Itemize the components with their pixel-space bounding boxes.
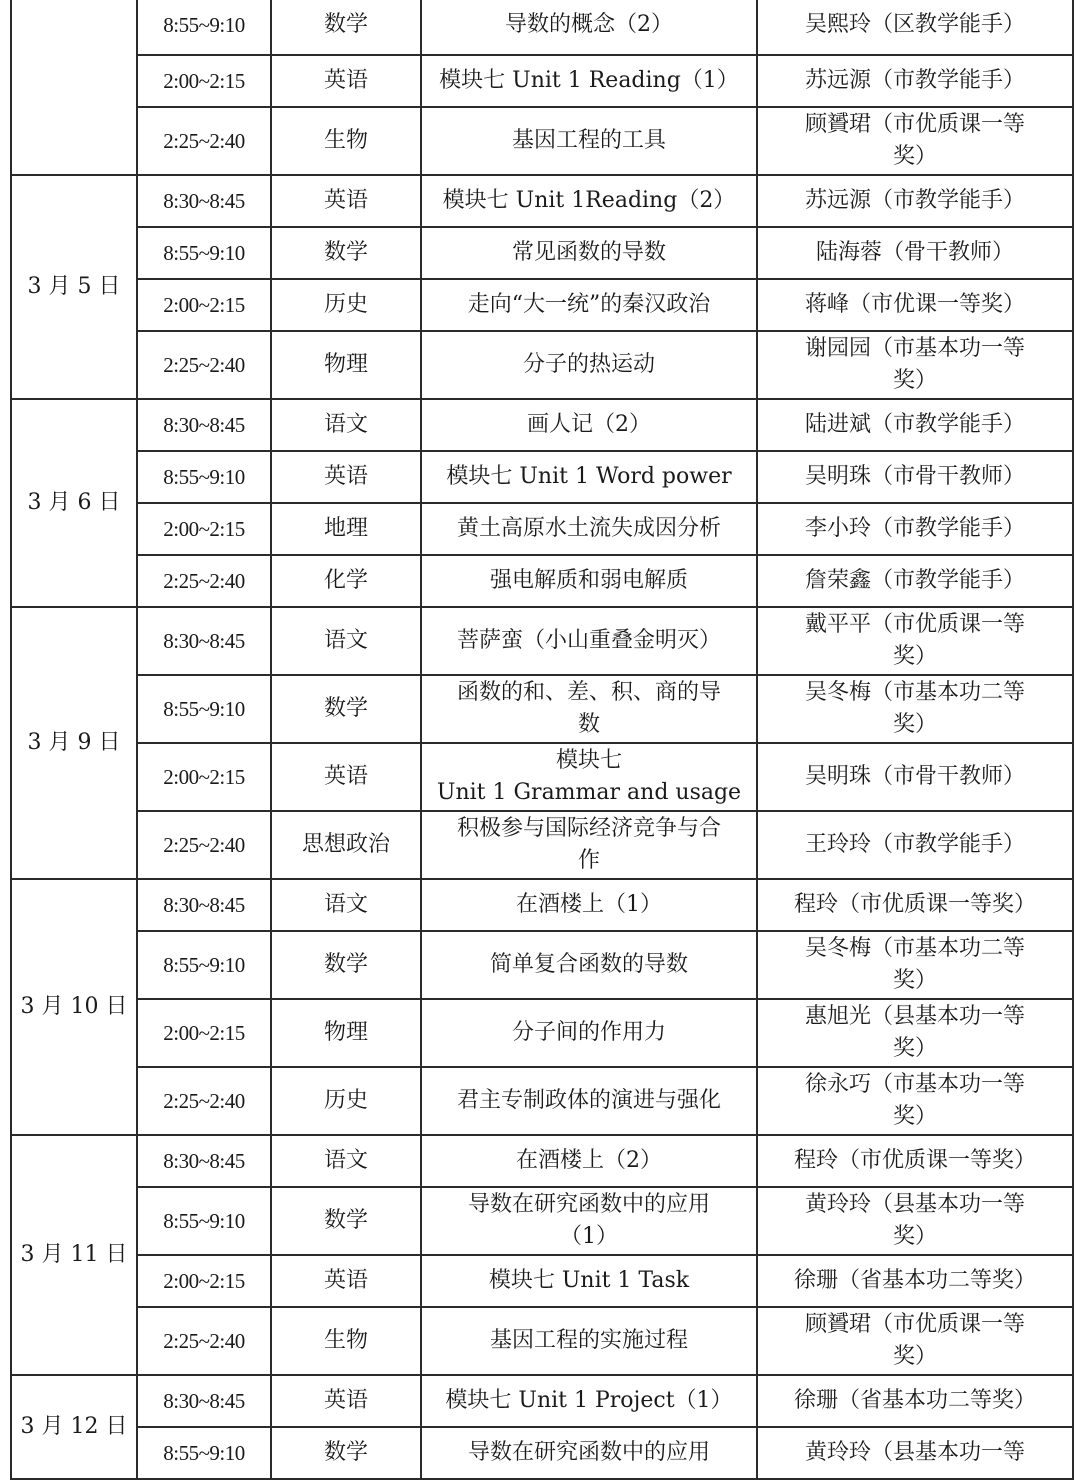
teacher-line: 奖）	[892, 1224, 937, 1249]
teacher-line: 顾贇珺（市优质课一等	[804, 1312, 1025, 1337]
teacher-line: 奖）	[892, 712, 937, 737]
topic-cell	[421, 175, 757, 227]
teacher-cell	[757, 0, 1073, 55]
topic-cell	[421, 607, 757, 675]
schedule-body	[11, 0, 1073, 1479]
topic-line: 常见函数的导数	[511, 240, 666, 265]
subject-cell: 英语	[271, 1375, 421, 1427]
teacher-cell	[757, 1187, 1073, 1255]
topic-line: 在酒楼上（2）	[516, 1148, 662, 1173]
teacher-line: 苏远源（市教学能手）	[804, 68, 1025, 93]
time-cell: 8:30~8:45	[137, 1135, 271, 1187]
time-cell: 8:30~8:45	[137, 399, 271, 451]
teacher-cell	[757, 1067, 1073, 1135]
teacher-line: 程玲（市优质课一等奖）	[793, 892, 1036, 917]
time-cell: 2:25~2:40	[137, 107, 271, 175]
topic-line: 在酒楼上（1）	[516, 892, 662, 917]
schedule-row	[11, 931, 1073, 999]
schedule-row	[11, 279, 1073, 331]
time-cell: 2:25~2:40	[137, 1307, 271, 1375]
teacher-cell	[757, 399, 1073, 451]
topic-line: 基因工程的实施过程	[489, 1328, 688, 1353]
teacher-cell	[757, 1375, 1073, 1427]
schedule-row	[11, 879, 1073, 931]
schedule-table	[10, 0, 1074, 1480]
teacher-line: 蒋峰（市优课一等奖）	[804, 292, 1025, 317]
topic-cell	[421, 999, 757, 1067]
subject-cell: 数学	[271, 227, 421, 279]
topic-line: 数	[577, 712, 600, 737]
teacher-cell	[757, 451, 1073, 503]
teacher-line: 戴平平（市优质课一等	[804, 612, 1025, 637]
topic-line: 导数在研究函数中的应用	[467, 1440, 710, 1465]
teacher-line: 徐珊（省基本功二等奖）	[793, 1388, 1036, 1413]
subject-cell: 思想政治	[271, 811, 421, 879]
teacher-line: 惠旭光（县基本功一等	[804, 1004, 1025, 1029]
topic-line: 黄土高原水土流失成因分析	[456, 516, 721, 541]
schedule-row	[11, 0, 1073, 55]
teacher-cell	[757, 1255, 1073, 1307]
topic-line: 分子的热运动	[522, 352, 655, 377]
topic-cell	[421, 1067, 757, 1135]
time-cell: 2:25~2:40	[137, 555, 271, 607]
subject-cell: 数学	[271, 931, 421, 999]
time-cell: 8:55~9:10	[137, 227, 271, 279]
time-cell: 2:00~2:15	[137, 279, 271, 331]
teacher-cell	[757, 1307, 1073, 1375]
subject-cell: 生物	[271, 107, 421, 175]
time-cell: 2:25~2:40	[137, 1067, 271, 1135]
topic-line: 菩萨蛮（小山重叠金明灭）	[456, 628, 721, 653]
schedule-row	[11, 1427, 1073, 1479]
time-cell: 8:30~8:45	[137, 879, 271, 931]
date-cell: 3 月 6 日	[11, 399, 137, 607]
time-cell: 2:25~2:40	[137, 811, 271, 879]
schedule-row	[11, 451, 1073, 503]
topic-line: 画人记（2）	[527, 412, 651, 437]
schedule-row	[11, 999, 1073, 1067]
teacher-cell	[757, 279, 1073, 331]
topic-line: 走向“大一统”的秦汉政治	[467, 292, 711, 317]
topic-cell	[421, 55, 757, 107]
teacher-line: 奖）	[892, 144, 937, 169]
topic-cell	[421, 227, 757, 279]
teacher-cell	[757, 331, 1073, 399]
topic-cell	[421, 451, 757, 503]
topic-line: 导数的概念（2）	[505, 12, 673, 37]
topic-cell	[421, 331, 757, 399]
date-cell: 3 月 10 日	[11, 879, 137, 1135]
topic-cell	[421, 503, 757, 555]
subject-cell: 语文	[271, 1135, 421, 1187]
topic-cell	[421, 107, 757, 175]
teacher-line: 陆海蓉（骨干教师）	[815, 240, 1014, 265]
teacher-line: 奖）	[892, 968, 937, 993]
schedule-row	[11, 743, 1073, 811]
topic-line: 强电解质和弱电解质	[489, 568, 688, 593]
teacher-line: 奖）	[892, 1104, 937, 1129]
topic-cell	[421, 1375, 757, 1427]
teacher-line: 顾贇珺（市优质课一等	[804, 112, 1025, 137]
topic-line: 模块七 Unit 1Reading（2）	[442, 188, 736, 213]
topic-line: 函数的和、差、积、商的导	[456, 680, 721, 705]
teacher-cell	[757, 811, 1073, 879]
topic-line: 模块七 Unit 1 Project（1）	[445, 1388, 733, 1413]
subject-cell: 历史	[271, 1067, 421, 1135]
subject-cell: 英语	[271, 175, 421, 227]
subject-cell: 物理	[271, 331, 421, 399]
teacher-cell	[757, 227, 1073, 279]
topic-line: （1）	[560, 1224, 618, 1249]
teacher-cell	[757, 107, 1073, 175]
topic-line: 模块七 Unit 1 Task	[488, 1268, 690, 1293]
schedule-row	[11, 1255, 1073, 1307]
subject-cell: 数学	[271, 1187, 421, 1255]
topic-line: 模块七 Unit 1 Word power	[446, 464, 732, 489]
topic-line: 模块七 Unit 1 Reading（1）	[439, 68, 739, 93]
topic-cell	[421, 0, 757, 55]
teacher-cell	[757, 555, 1073, 607]
teacher-line: 詹荣鑫（市教学能手）	[804, 568, 1025, 593]
teacher-line: 奖）	[892, 1344, 937, 1369]
subject-cell: 历史	[271, 279, 421, 331]
subject-cell: 英语	[271, 55, 421, 107]
date-cell: 3 月 9 日	[11, 607, 137, 879]
time-cell: 2:00~2:15	[137, 503, 271, 555]
teacher-line: 黄玲玲（县基本功一等	[804, 1192, 1025, 1217]
subject-cell: 生物	[271, 1307, 421, 1375]
topic-cell	[421, 399, 757, 451]
topic-cell	[421, 555, 757, 607]
subject-cell: 英语	[271, 451, 421, 503]
teacher-line: 王玲玲（市教学能手）	[804, 832, 1025, 857]
teacher-cell	[757, 743, 1073, 811]
teacher-cell	[757, 1135, 1073, 1187]
subject-cell: 物理	[271, 999, 421, 1067]
time-cell: 2:25~2:40	[137, 331, 271, 399]
schedule-row	[11, 811, 1073, 879]
topic-line: Unit 1 Grammar and usage	[436, 780, 742, 805]
subject-cell: 数学	[271, 675, 421, 743]
schedule-row	[11, 227, 1073, 279]
schedule-row	[11, 107, 1073, 175]
topic-cell	[421, 811, 757, 879]
time-cell: 2:00~2:15	[137, 1255, 271, 1307]
subject-cell: 语文	[271, 607, 421, 675]
time-cell: 8:55~9:10	[137, 0, 271, 55]
teacher-cell	[757, 503, 1073, 555]
subject-cell: 英语	[271, 1255, 421, 1307]
teacher-line: 陆进斌（市教学能手）	[804, 412, 1025, 437]
schedule-row	[11, 1375, 1073, 1427]
schedule-row	[11, 331, 1073, 399]
topic-line: 积极参与国际经济竞争与合	[456, 816, 721, 841]
topic-cell	[421, 1307, 757, 1375]
topic-line: 作	[577, 848, 600, 873]
schedule-row	[11, 399, 1073, 451]
topic-cell	[421, 931, 757, 999]
subject-cell: 英语	[271, 743, 421, 811]
subject-cell: 数学	[271, 0, 421, 55]
schedule-row	[11, 1067, 1073, 1135]
schedule-row	[11, 1187, 1073, 1255]
topic-cell	[421, 1255, 757, 1307]
schedule-row	[11, 555, 1073, 607]
teacher-line: 苏远源（市教学能手）	[804, 188, 1025, 213]
teacher-cell	[757, 1427, 1073, 1479]
time-cell: 8:55~9:10	[137, 1427, 271, 1479]
topic-line: 基因工程的工具	[511, 128, 666, 153]
schedule-row	[11, 55, 1073, 107]
schedule-row	[11, 607, 1073, 675]
schedule-row	[11, 503, 1073, 555]
date-cell: 3 月 5 日	[11, 175, 137, 399]
teacher-line: 奖）	[892, 1036, 937, 1061]
teacher-cell	[757, 607, 1073, 675]
teacher-line: 徐珊（省基本功二等奖）	[793, 1268, 1036, 1293]
teacher-line: 李小玲（市教学能手）	[804, 516, 1025, 541]
schedule-row	[11, 675, 1073, 743]
topic-line: 导数在研究函数中的应用	[467, 1192, 710, 1217]
topic-line: 简单复合函数的导数	[489, 952, 688, 977]
topic-line: 君主专制政体的演进与强化	[456, 1088, 721, 1113]
teacher-cell	[757, 999, 1073, 1067]
time-cell: 8:30~8:45	[137, 607, 271, 675]
date-cell	[11, 0, 137, 175]
topic-cell	[421, 1187, 757, 1255]
topic-cell	[421, 1427, 757, 1479]
teacher-line: 程玲（市优质课一等奖）	[793, 1148, 1036, 1173]
subject-cell: 语文	[271, 399, 421, 451]
topic-cell	[421, 279, 757, 331]
teacher-line: 谢园园（市基本功一等	[804, 336, 1025, 361]
schedule-row	[11, 1135, 1073, 1187]
teacher-line: 奖）	[892, 368, 937, 393]
schedule-row	[11, 175, 1073, 227]
subject-cell: 语文	[271, 879, 421, 931]
topic-cell	[421, 879, 757, 931]
time-cell: 2:00~2:15	[137, 743, 271, 811]
time-cell: 8:30~8:45	[137, 175, 271, 227]
time-cell: 8:55~9:10	[137, 931, 271, 999]
teacher-cell	[757, 931, 1073, 999]
teacher-line: 吴明珠（市骨干教师）	[804, 464, 1025, 489]
teacher-line: 吴熙玲（区教学能手）	[804, 12, 1025, 37]
subject-cell: 数学	[271, 1427, 421, 1479]
teacher-cell	[757, 675, 1073, 743]
teacher-cell	[757, 879, 1073, 931]
teacher-cell	[757, 175, 1073, 227]
schedule-row	[11, 1307, 1073, 1375]
teacher-line: 黄玲玲（县基本功一等	[804, 1440, 1025, 1465]
teacher-line: 吴冬梅（市基本功二等	[804, 680, 1025, 705]
time-cell: 8:55~9:10	[137, 1187, 271, 1255]
time-cell: 8:55~9:10	[137, 675, 271, 743]
topic-line: 分子间的作用力	[511, 1020, 666, 1045]
subject-cell: 地理	[271, 503, 421, 555]
time-cell: 8:55~9:10	[137, 451, 271, 503]
time-cell: 2:00~2:15	[137, 55, 271, 107]
topic-cell	[421, 675, 757, 743]
subject-cell: 化学	[271, 555, 421, 607]
time-cell: 8:30~8:45	[137, 1375, 271, 1427]
time-cell: 2:00~2:15	[137, 999, 271, 1067]
date-cell: 3 月 12 日	[11, 1375, 137, 1479]
teacher-cell	[757, 55, 1073, 107]
topic-cell	[421, 1135, 757, 1187]
teacher-line: 奖）	[892, 644, 937, 669]
date-cell: 3 月 11 日	[11, 1135, 137, 1375]
topic-cell	[421, 743, 757, 811]
teacher-line: 吴明珠（市骨干教师）	[804, 764, 1025, 789]
teacher-line: 吴冬梅（市基本功二等	[804, 936, 1025, 961]
teacher-line: 徐永巧（市基本功一等	[804, 1072, 1025, 1097]
topic-line: 模块七	[555, 748, 622, 773]
